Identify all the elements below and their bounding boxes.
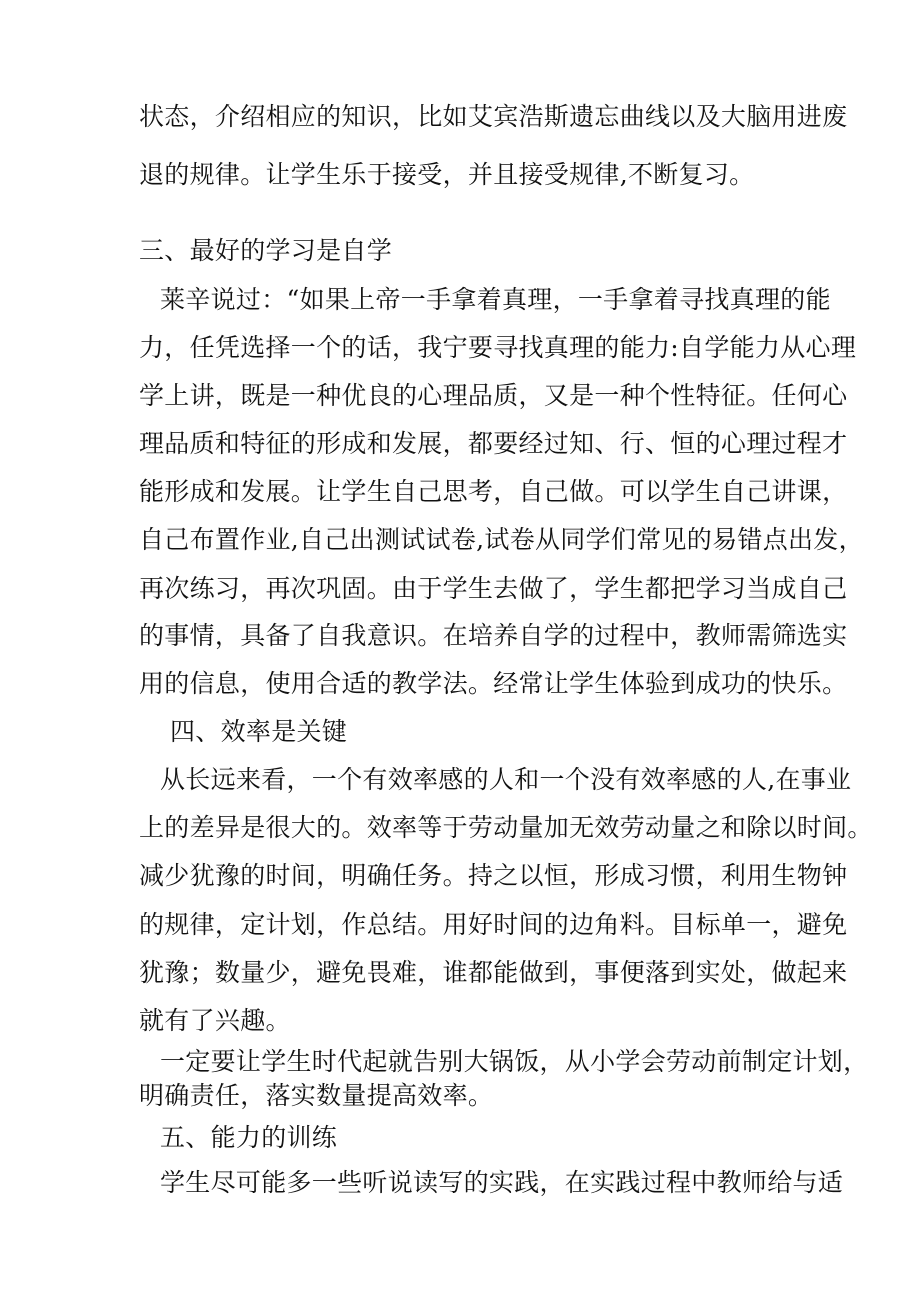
paragraph-line: 状态，介绍相应的知识，比如艾宾浩斯遗忘曲线以及大脑用进废: [139, 102, 848, 131]
paragraph-line: 犹豫；数量少，避免畏难，谁都能做到，事便落到实处，做起来: [139, 958, 848, 987]
paragraph-line: 就有了兴趣。: [139, 1006, 291, 1035]
paragraph-line: 的事情，具备了自我意识。在培养自学的过程中，教师需筛选实: [139, 621, 848, 650]
paragraph-line: 学上讲，既是一种优良的心理品质，又是一种个性特征。任何心: [139, 381, 848, 410]
section-heading: 三、最好的学习是自学: [139, 236, 393, 265]
section-heading: 五、能力的训练: [160, 1123, 338, 1152]
paragraph-line: 上的差异是很大的。效率等于劳动量加无效劳动量之和除以时间。: [139, 813, 873, 842]
paragraph-line: 理品质和特征的形成和发展，都要经过知、行、恒的心理过程才: [139, 429, 848, 458]
paragraph-line: 退的规律。让学生乐于接受，并且接受规律,不断复习。: [139, 160, 755, 189]
paragraph-line: 学生尽可能多一些听说读写的实践，在实践过程中教师给与适: [160, 1168, 844, 1197]
paragraph-line: 能形成和发展。让学生自己思考，自己做。可以学生自己讲课，: [139, 477, 848, 506]
paragraph-line: 自己布置作业,自己出测试试卷,试卷从同学们常见的易错点出发，: [139, 525, 864, 554]
paragraph-line: 再次练习，再次巩固。由于学生去做了，学生都把学习当成自己: [139, 574, 848, 603]
paragraph-line: 一定要让学生时代起就告别大锅饭，从小学会劳动前制定计划，: [160, 1047, 869, 1076]
section-heading: 四、效率是关键: [170, 717, 348, 746]
paragraph-line: 用的信息，使用合适的教学法。经常让学生体验到成功的快乐。: [139, 669, 848, 698]
paragraph-line: 减少犹豫的时间，明确任务。持之以恒，形成习惯，利用生物钟: [139, 861, 848, 890]
paragraph-line: 莱辛说过：“如果上帝一手拿着真理，一手拿着寻找真理的能: [160, 285, 831, 314]
paragraph-line: 明确责任，落实数量提高效率。: [139, 1081, 494, 1110]
paragraph-line: 从长远来看，一个有效率感的人和一个没有效率感的人,在事业: [160, 765, 852, 794]
paragraph-line: 力，任凭选择一个的话，我宁要寻找真理的能力:自学能力从心理: [139, 333, 857, 362]
paragraph-line: 的规律，定计划，作总结。用好时间的边角料。目标单一，避免: [139, 910, 848, 939]
